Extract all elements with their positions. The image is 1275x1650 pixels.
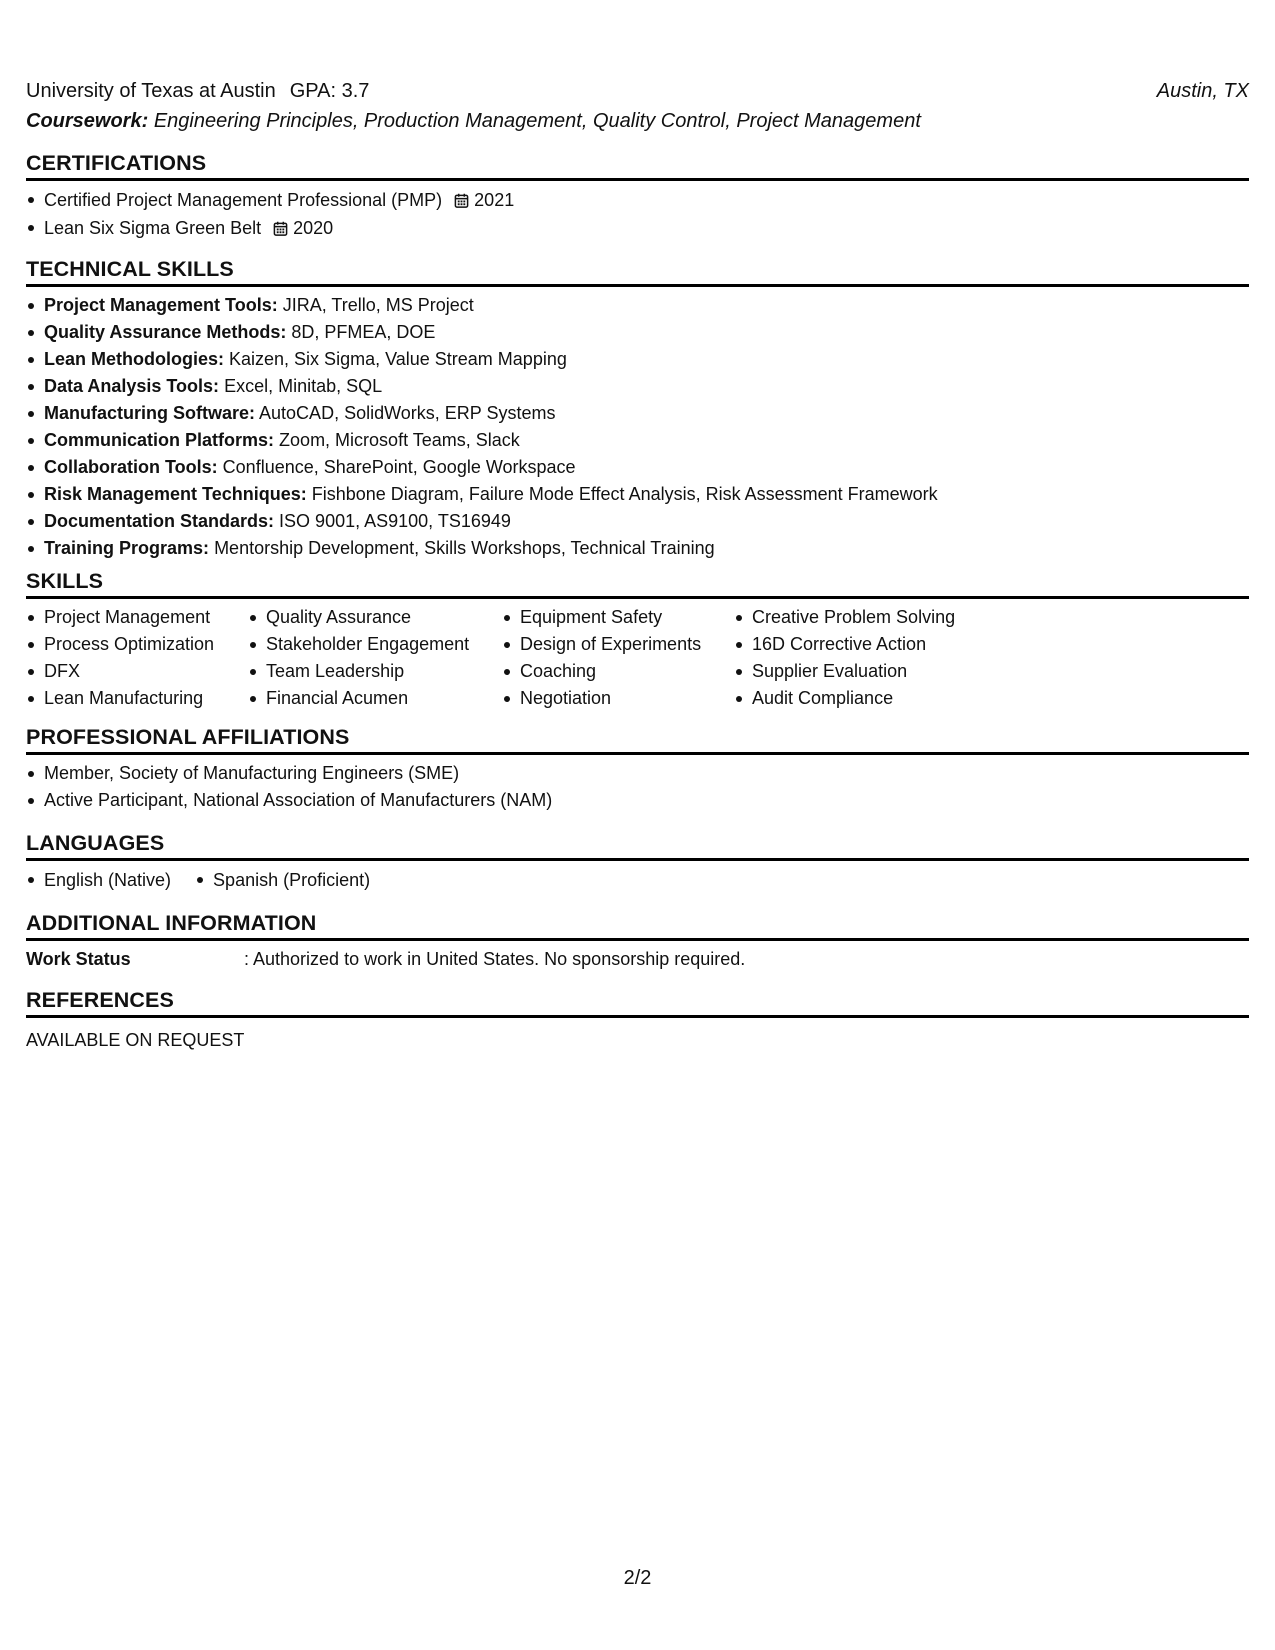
list-item bbox=[26, 535, 938, 562]
skill-values: 8D, PFMEA, DOE bbox=[291, 322, 436, 342]
certifications-list bbox=[26, 186, 514, 242]
skill-values: ISO 9001, AS9100, TS16949 bbox=[279, 511, 511, 531]
skill-category: Collaboration Tools: bbox=[44, 457, 218, 477]
calendar-icon bbox=[273, 221, 288, 236]
skills-list bbox=[26, 604, 214, 712]
list-item bbox=[26, 454, 938, 481]
education-row bbox=[26, 78, 1249, 104]
list-item: English (Native) bbox=[26, 866, 171, 894]
skill-values: Fishbone Diagram, Failure Mode Effect Analysis, Risk Assessment Framework bbox=[311, 484, 938, 504]
certification-year: 2021 bbox=[474, 190, 515, 210]
list-item: Process Optimization bbox=[26, 631, 214, 658]
list-item bbox=[26, 346, 938, 373]
section-title-languages: LANGUAGES bbox=[26, 830, 1249, 861]
skill-values: Mentorship Development, Skills Workshops, Technical Training bbox=[214, 538, 715, 558]
list-item bbox=[26, 319, 938, 346]
list-item: 16D Corrective Action bbox=[734, 631, 955, 658]
skill-category: Lean Methodologies: bbox=[44, 349, 224, 369]
list-item bbox=[26, 292, 938, 319]
skill-category: Risk Management Techniques: bbox=[44, 484, 307, 504]
list-item: Team Leadership bbox=[248, 658, 469, 685]
list-item bbox=[26, 400, 938, 427]
coursework-list: Engineering Principles, Production Management, Quality Control, Project Management bbox=[153, 110, 921, 132]
skill-category: Quality Assurance Methods: bbox=[44, 322, 287, 342]
skill-values: Excel, Minitab, SQL bbox=[224, 376, 383, 396]
education-location: Austin, TX bbox=[1156, 80, 1249, 102]
school-name: University of Texas at Austin bbox=[26, 80, 276, 102]
work-status-row bbox=[26, 946, 1249, 972]
gpa: GPA: 3.7 bbox=[289, 80, 370, 102]
section-title-certifications: CERTIFICATIONS bbox=[26, 150, 1249, 181]
certification-name: Certified Project Management Professional (PMP) bbox=[44, 190, 443, 210]
section-title-technical-skills: TECHNICAL SKILLS bbox=[26, 256, 1249, 287]
list-item: Creative Problem Solving bbox=[734, 604, 955, 631]
list-item: Spanish (Proficient) bbox=[195, 866, 370, 894]
skill-category: Project Management Tools: bbox=[44, 295, 278, 315]
list-item: Active Participant, National Association of Manufacturers (NAM) bbox=[26, 787, 552, 814]
certification-year: 2020 bbox=[293, 218, 334, 238]
list-item: Design of Experiments bbox=[502, 631, 701, 658]
skill-values: AutoCAD, SolidWorks, ERP Systems bbox=[259, 403, 556, 423]
list-item bbox=[26, 481, 938, 508]
list-item bbox=[26, 186, 514, 214]
references-text: AVAILABLE ON REQUEST bbox=[26, 1030, 245, 1050]
skills-list bbox=[734, 604, 955, 712]
list-item: Stakeholder Engagement bbox=[248, 631, 469, 658]
skills-column-4 bbox=[734, 604, 955, 712]
skills-column-2 bbox=[248, 604, 469, 712]
list-item bbox=[26, 427, 938, 454]
technical-skills-list bbox=[26, 292, 938, 562]
list-item bbox=[26, 373, 938, 400]
list-item: Coaching bbox=[502, 658, 701, 685]
coursework bbox=[26, 108, 921, 134]
list-item bbox=[26, 508, 938, 535]
languages-list bbox=[26, 866, 394, 894]
skill-values: Kaizen, Six Sigma, Value Stream Mapping bbox=[229, 349, 567, 369]
list-item: Member, Society of Manufacturing Engineers (SME) bbox=[26, 760, 552, 787]
skills-list bbox=[502, 604, 701, 712]
list-item: Lean Manufacturing bbox=[26, 685, 214, 712]
languages-row bbox=[26, 866, 394, 894]
list-item: Negotiation bbox=[502, 685, 701, 712]
page-number: 2/2 bbox=[623, 1567, 652, 1589]
education-left bbox=[26, 78, 369, 104]
section-title-references: REFERENCES bbox=[26, 987, 1249, 1018]
skill-category: Manufacturing Software: bbox=[44, 403, 256, 423]
list-item bbox=[26, 214, 514, 242]
list-item: Supplier Evaluation bbox=[734, 658, 955, 685]
skill-category: Training Programs: bbox=[44, 538, 210, 558]
list-item: Project Management bbox=[26, 604, 214, 631]
skills-column-3 bbox=[502, 604, 701, 712]
coursework-label: Coursework: bbox=[26, 110, 149, 132]
skill-values: Zoom, Microsoft Teams, Slack bbox=[279, 430, 520, 450]
calendar-icon bbox=[454, 193, 469, 208]
affiliations-list bbox=[26, 760, 552, 814]
work-status-value: : Authorized to work in United States. No sponsorship required. bbox=[244, 949, 746, 969]
list-item: Equipment Safety bbox=[502, 604, 701, 631]
section-title-affiliations: PROFESSIONAL AFFILIATIONS bbox=[26, 724, 1249, 755]
skill-category: Data Analysis Tools: bbox=[44, 376, 220, 396]
list-item: Quality Assurance bbox=[248, 604, 469, 631]
list-item: Financial Acumen bbox=[248, 685, 469, 712]
skills-list bbox=[248, 604, 469, 712]
resume-page bbox=[26, 0, 1249, 1650]
skill-category: Documentation Standards: bbox=[44, 511, 275, 531]
work-status-label: Work Status bbox=[26, 949, 131, 969]
certification-name: Lean Six Sigma Green Belt bbox=[44, 218, 262, 238]
section-title-skills: SKILLS bbox=[26, 568, 1249, 599]
skills-column-1 bbox=[26, 604, 214, 712]
skill-category: Communication Platforms: bbox=[44, 430, 275, 450]
list-item: DFX bbox=[26, 658, 214, 685]
list-item: Audit Compliance bbox=[734, 685, 955, 712]
skill-values: Confluence, SharePoint, Google Workspace bbox=[222, 457, 576, 477]
section-title-additional-information: ADDITIONAL INFORMATION bbox=[26, 910, 1249, 941]
skill-values: JIRA, Trello, MS Project bbox=[282, 295, 474, 315]
